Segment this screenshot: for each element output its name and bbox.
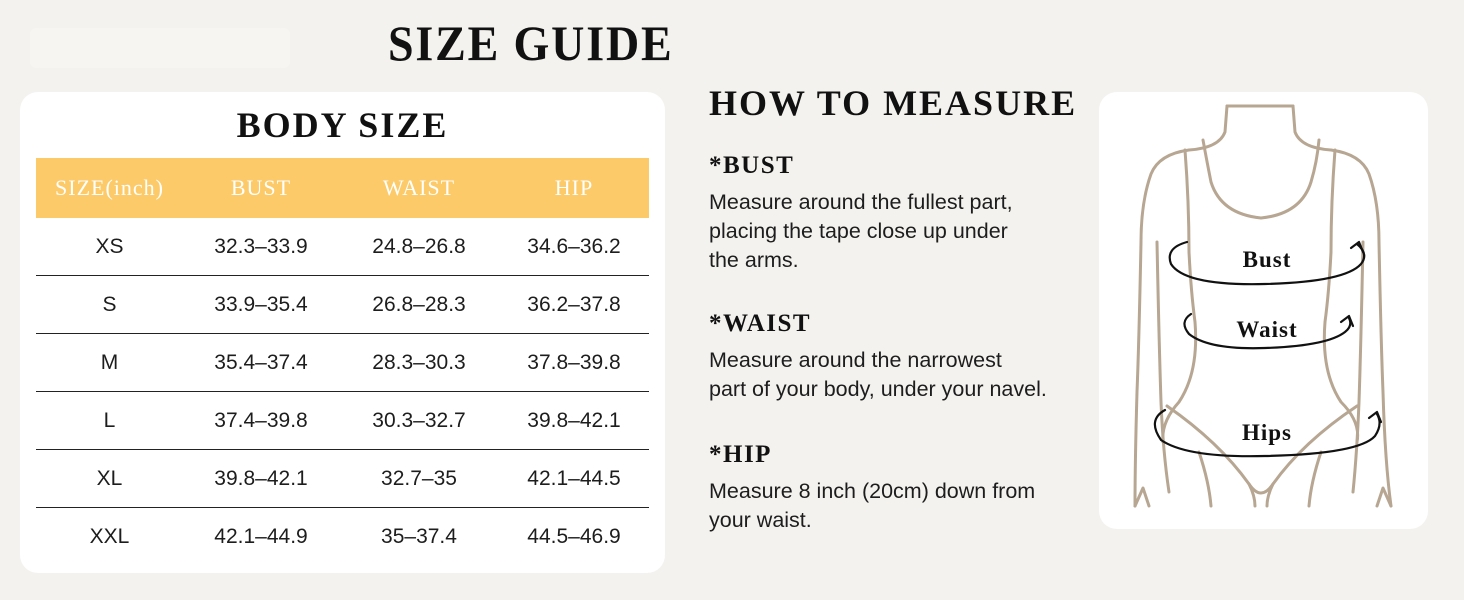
cell-waist: 30.3–32.7 xyxy=(339,392,499,450)
cell-hip: 37.8–39.8 xyxy=(499,334,649,392)
size-table xyxy=(36,158,649,565)
body-size-title: BODY SIZE xyxy=(236,105,449,145)
cell-hip: 42.1–44.5 xyxy=(499,450,649,508)
hip-instructions xyxy=(709,441,1099,535)
cell-hip: 44.5–46.9 xyxy=(527,524,621,548)
waist-label: Waist xyxy=(1236,317,1298,342)
cell-size: XL xyxy=(36,450,183,508)
table-row xyxy=(36,276,649,334)
cell-bust: 39.8–42.1 xyxy=(183,450,339,508)
bust-label: Bust xyxy=(1242,247,1292,272)
measurement-figure-card xyxy=(1099,92,1428,529)
cell-bust: 35.4–37.4 xyxy=(183,334,339,392)
bust-instructions xyxy=(709,152,1099,275)
hip-text: Measure 8 inch (20cm) down from your waist. xyxy=(709,479,1036,532)
cell-bust: 37.4–39.8 xyxy=(183,392,339,450)
bust-heading: *BUST xyxy=(709,152,795,179)
cell-hip: 36.2–37.8 xyxy=(499,276,649,334)
page-title: SIZE GUIDE xyxy=(388,15,674,71)
cell-waist: 24.8–26.8 xyxy=(339,218,499,276)
how-to-measure-title: HOW TO MEASURE xyxy=(709,83,1078,123)
header-size: SIZE(inch) xyxy=(36,158,183,218)
table-header-row xyxy=(36,158,649,218)
cell-waist: 26.8–28.3 xyxy=(339,276,499,334)
waist-instructions xyxy=(709,310,1099,404)
waist-heading: *WAIST xyxy=(709,310,812,337)
brand-logo-watermark xyxy=(30,28,290,68)
header-hip: HIP xyxy=(499,158,649,218)
cell-waist: 35–37.4 xyxy=(381,524,457,548)
bust-text: Measure around the fullest part, placing the tape close up under the arms. xyxy=(709,190,1013,272)
header-bust: BUST xyxy=(183,158,339,218)
cell-hip: 34.6–36.2 xyxy=(499,218,649,276)
cell-size: S xyxy=(36,276,183,334)
table-row xyxy=(36,218,649,276)
cell-size: M xyxy=(36,334,183,392)
table-row xyxy=(36,450,649,508)
table-row xyxy=(36,392,649,450)
hips-label: Hips xyxy=(1241,420,1293,445)
cell-size: XS xyxy=(36,218,183,276)
cell-hip: 39.8–42.1 xyxy=(499,392,649,450)
body-outline-icon xyxy=(1099,92,1428,529)
cell-waist: 32.7–35 xyxy=(339,450,499,508)
hip-heading: *HIP xyxy=(709,441,772,468)
cell-bust: 33.9–35.4 xyxy=(183,276,339,334)
cell-bust: 32.3–33.9 xyxy=(183,218,339,276)
cell-waist: 28.3–30.3 xyxy=(339,334,499,392)
header-waist: WAIST xyxy=(339,158,499,218)
table-row xyxy=(36,334,649,392)
cell-bust: 42.1–44.9 xyxy=(214,524,308,548)
cell-size: L xyxy=(36,392,183,450)
cell-size: XXL xyxy=(89,524,130,548)
table-row xyxy=(36,508,649,566)
waist-text: Measure around the narrowest part of your body, under your navel. xyxy=(709,348,1047,401)
